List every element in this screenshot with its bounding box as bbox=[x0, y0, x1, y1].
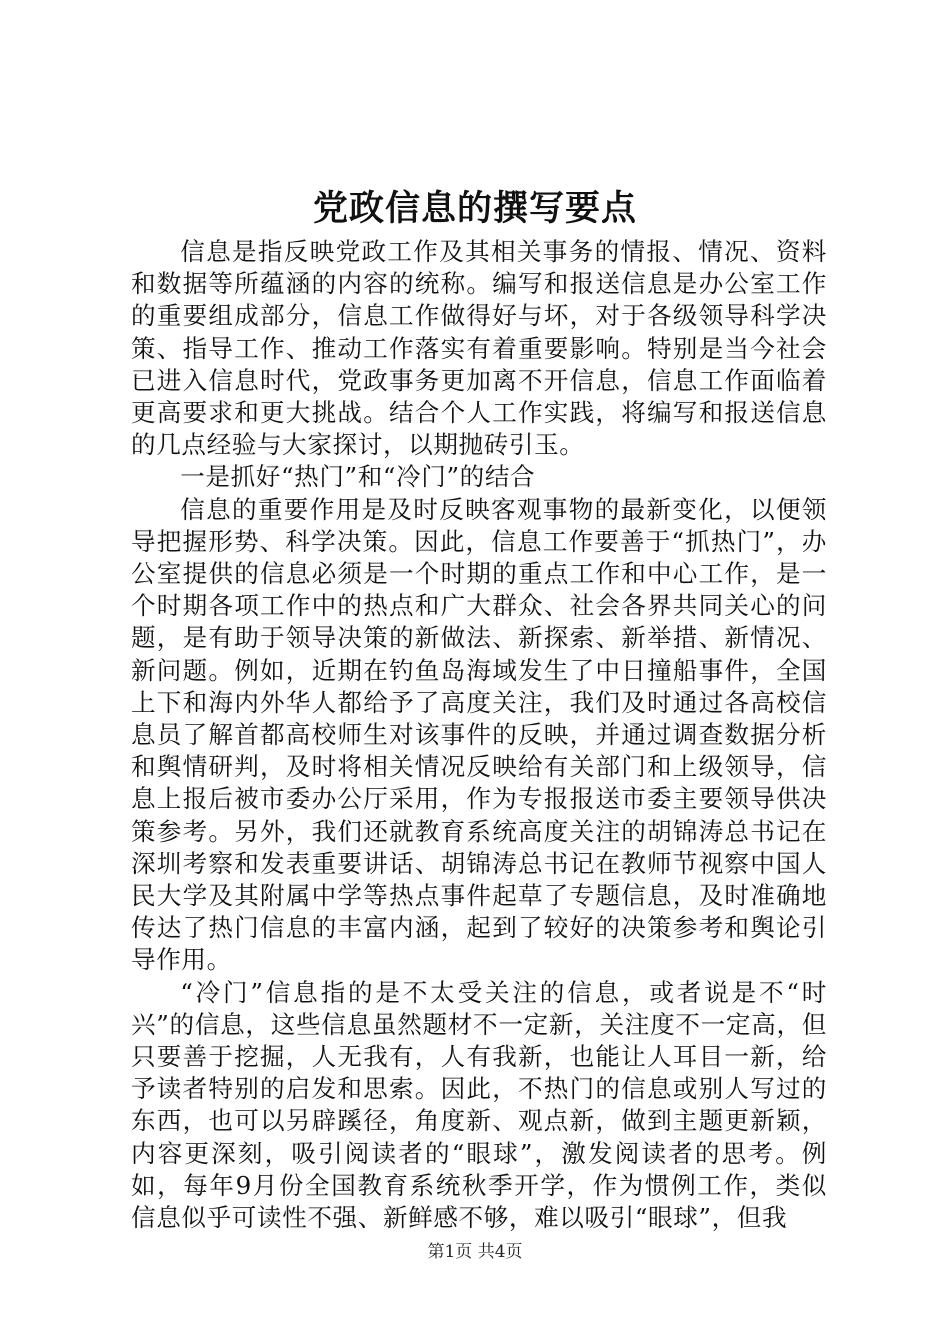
document-title: 党政信息的撰写要点 bbox=[312, 188, 637, 229]
paragraph-cold-topics: “冷门”信息指的是不太受关注的信息，或者说是不“时兴”的信息，这些信息虽然题材不一定新，关注度不一定高，但只要善于挖掘，人无我有，人有我新，也能让人耳目一新，给予读者特别的启发和思索。因此，不热门的信息或别人写过的东西，也可以另辟蹊径，角度新、观点新，做到主题更新颖，内容更深刻，吸引阅读者的“眼球”，激发阅读者的思考。例如，每年9月份全国教育系统秋季开学，作为惯例工作，类似信息似乎可读性不强、新鲜感不够，难以吸引“眼球”，但我 bbox=[131, 977, 827, 1233]
page-number-footer: 第1页 共4页 bbox=[427, 1242, 523, 1262]
paragraph-intro: 信息是指反映党政工作及其相关事务的情报、情况、资料和数据等所蕴涵的内容的统称。编写和报送信息是办公室工作的重要组成部分，信息工作做得好与坏，对于各级领导科学决策、指导工作、推动工作落实有着重要影响。特别是当今社会已进入信息时代，党政事务更加离不开信息，信息工作面临着更高要求和更大挑战。结合个人工作实践，将编写和报送信息的几点经验与大家探讨，以期抛砖引玉。 bbox=[131, 237, 827, 460]
document-body bbox=[131, 236, 827, 1234]
paragraph-hot-topics: 信息的重要作用是及时反映客观事物的最新变化，以便领导把握形势、科学决策。因此，信息工作要善于“抓热门”，办公室提供的信息必须是一个时期的重点工作和中心工作，是一个时期各项工作中的热点和广大群众、社会各界共同关心的问题，是有助于领导决策的新做法、新探索、新举措、新情况、新问题。例如，近期在钓鱼岛海域发生了中日撞船事件，全国上下和海内外华人都给予了高度关注，我们及时通过各高校信息员了解首都高校师生对该事件的反映，并通过调查数据分析和舆情研判，及时将相关情况反映给有关部门和上级领导，信息上报后被市委办公厅采用，作为专报报送市委主要领导供决策参考。另外，我们还就教育系统高度关注的胡锦涛总书记在深圳考察和发表重要讲话、胡锦涛总书记在教师节视察中国人民大学及其附属中学等热点事件起草了专题信息，及时准确地传达了热门信息的丰富内涵，起到了较好的决策参考和舆论引导作用。 bbox=[131, 494, 827, 975]
section-heading-hot-cold: 一是抓好“热门”和“冷门”的结合 bbox=[180, 462, 536, 492]
